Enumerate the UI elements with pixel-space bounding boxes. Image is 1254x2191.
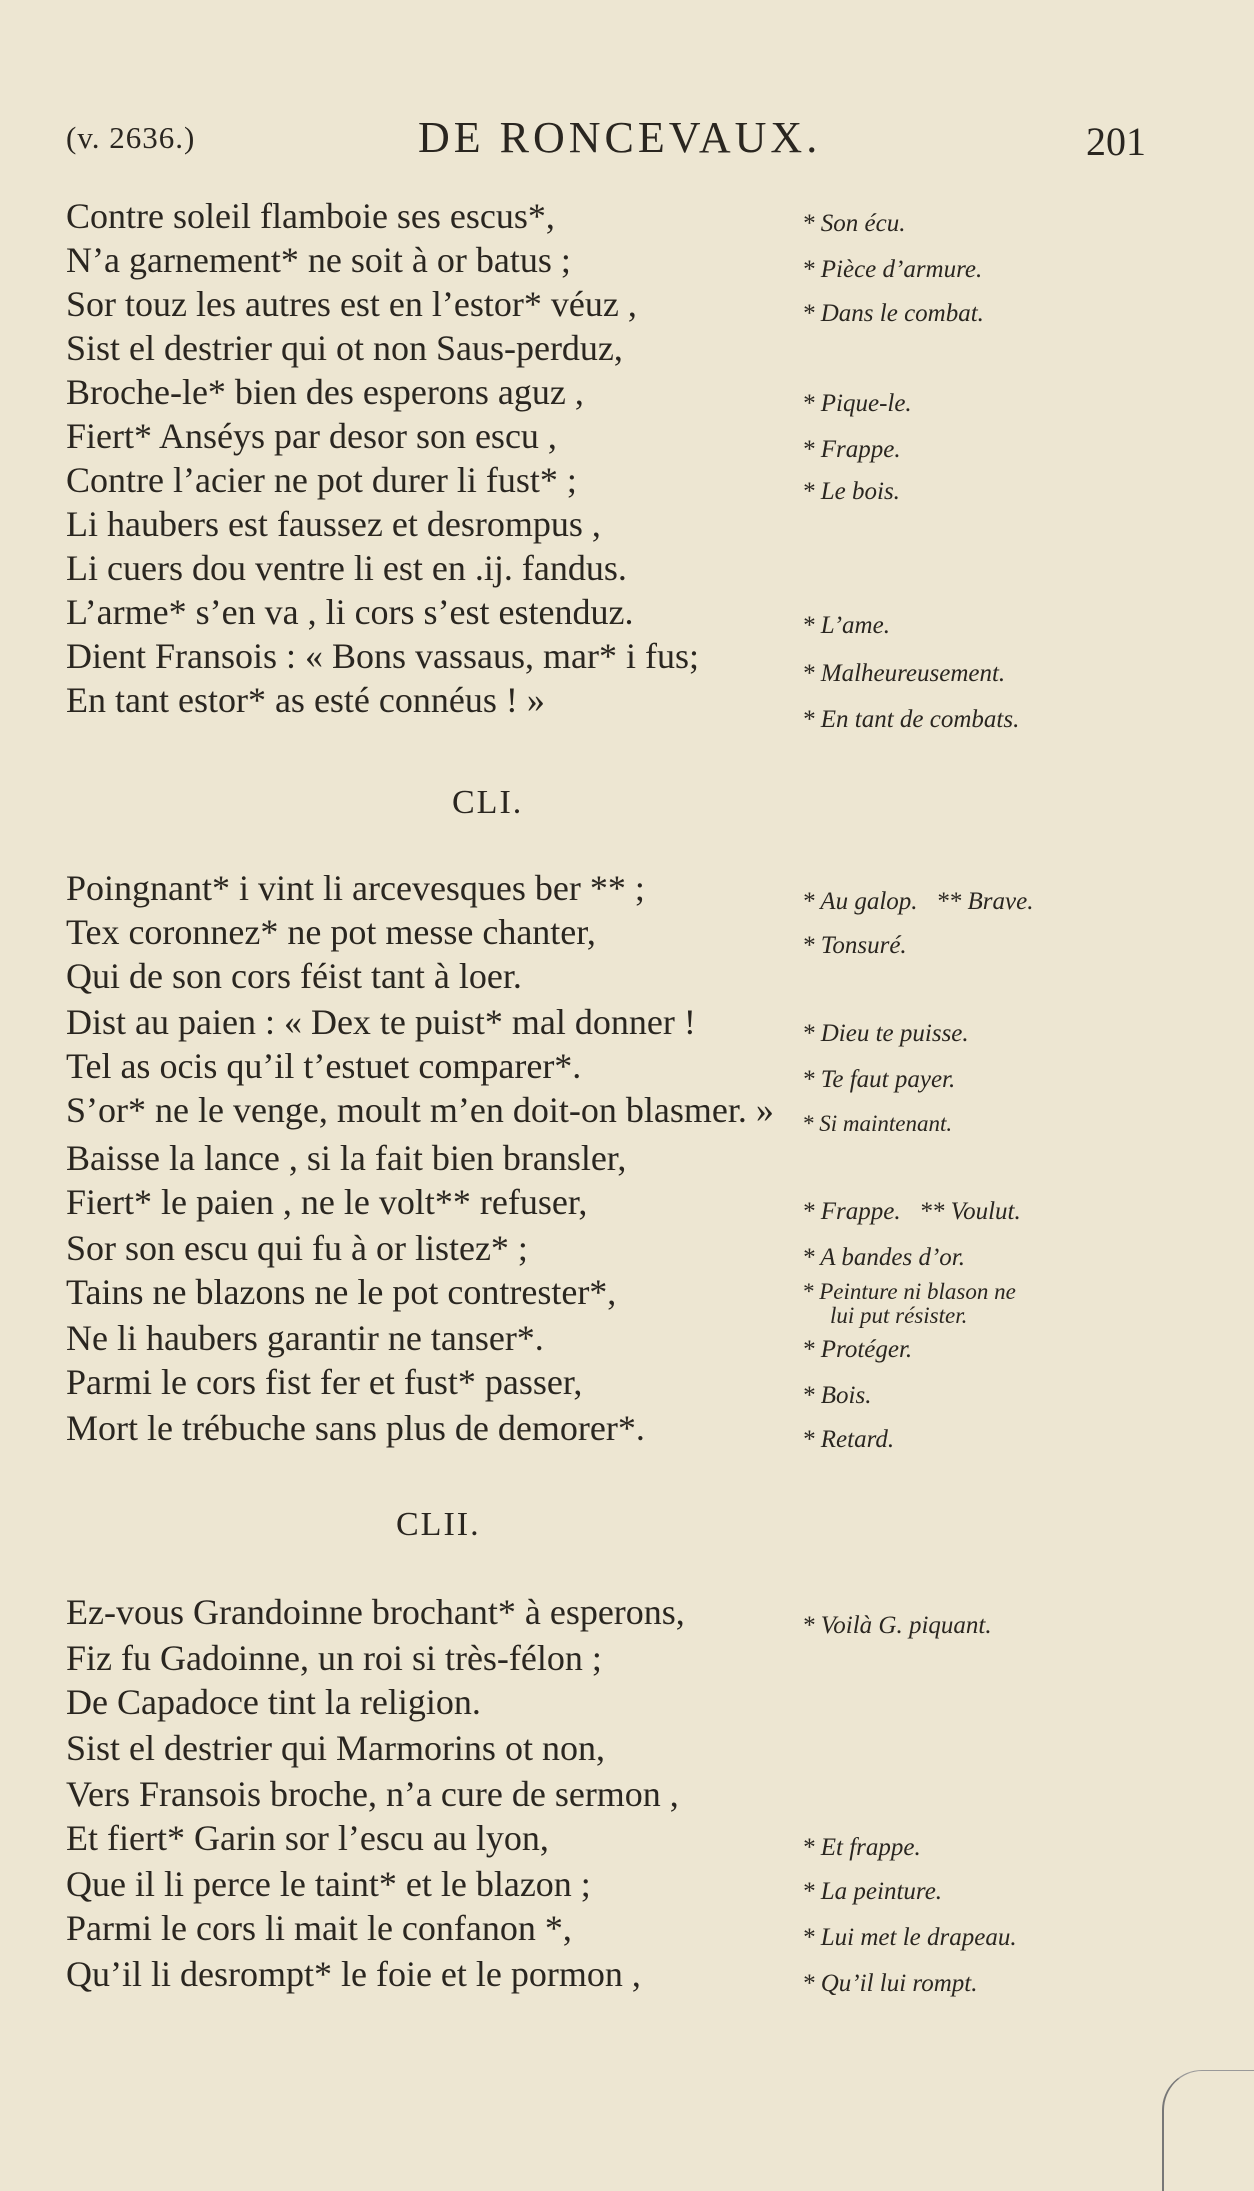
gloss-note: * Si maintenant. [802, 1111, 953, 1136]
verse-line: Qui de son cors féist tant à loer. [66, 956, 522, 996]
gloss-note: * L’ame. [802, 612, 890, 639]
verse-line: Contre soleil flamboie ses escus*, [66, 196, 555, 236]
verse-line: Li cuers dou ventre li est en .ij. fandus. [66, 548, 627, 588]
gloss-note: * Bois. [802, 1382, 872, 1409]
gloss-note: * Pique-le. [802, 390, 912, 417]
verse-line: Dient Fransois : « Bons vassaus, mar* i fus; [66, 636, 699, 676]
running-header [66, 112, 1146, 172]
gloss-note: * Retard. [802, 1426, 895, 1453]
verse-line: Sist el destrier qui Marmorins ot non, [66, 1728, 605, 1768]
gloss-note: * Et frappe. [802, 1834, 921, 1861]
gloss-note: * Te faut payer. [802, 1066, 956, 1093]
gloss-note: * Peinture ni blason ne [802, 1279, 1016, 1304]
verse-line: Sist el destrier qui ot non Saus-perduz, [66, 328, 623, 368]
verse-line: Parmi le cors li mait le confanon *, [66, 1908, 572, 1948]
verse-line: Fiert* Anséys par desor son escu , [66, 416, 557, 456]
gloss-note: * Dans le combat. [802, 300, 984, 327]
gloss-note: * Dieu te puisse. [802, 1020, 969, 1047]
stanza-heading: CLI. [452, 784, 524, 821]
gloss-note: lui put résister. [830, 1303, 968, 1328]
gloss-note: * A bandes d’or. [802, 1244, 965, 1271]
verse-line: Mort le trébuche sans plus de demorer*. [66, 1408, 645, 1448]
verse-line: Broche-le* bien des esperons aguz , [66, 372, 584, 412]
verse-line: Ez-vous Grandoinne brochant* à esperons, [66, 1592, 685, 1632]
gloss-note: * Au galop. ** Brave. [802, 888, 1034, 915]
verse-line: Tex coronnez* ne pot messe chanter, [66, 912, 596, 952]
verse-line: Et fiert* Garin sor l’escu au lyon, [66, 1818, 549, 1858]
verse-line: Fiz fu Gadoinne, un roi si très-félon ; [66, 1638, 602, 1678]
gloss-note: * Frappe. ** Voulut. [802, 1198, 1021, 1225]
gloss-note: * Son écu. [802, 210, 906, 237]
verse-line: Sor touz les autres est en l’estor* véuz , [66, 284, 637, 324]
gloss-note: * Protéger. [802, 1336, 913, 1363]
verse-line: Baisse la lance , si la fait bien bransler, [66, 1138, 627, 1178]
verse-line: Tel as ocis qu’il t’estuet comparer*. [66, 1046, 582, 1086]
verse-line: Tains ne blazons ne le pot contrester*, [66, 1272, 617, 1312]
gloss-note: * La peinture. [802, 1878, 943, 1905]
gloss-note: * Tonsuré. [802, 932, 907, 959]
verse-line: Li haubers est faussez et desrompus , [66, 504, 601, 544]
gloss-note: * Voilà G. piquant. [802, 1612, 992, 1639]
page-number: 201 [1086, 119, 1146, 164]
verse-line: Ne li haubers garantir ne tanser*. [66, 1318, 544, 1358]
verse-line: Sor son escu qui fu à or listez* ; [66, 1228, 528, 1268]
verse-line: L’arme* s’en va , li cors s’est estenduz. [66, 592, 634, 632]
verse-line: Dist au paien : « Dex te puist* mal donner ! [66, 1002, 696, 1042]
verse-line: Qu’il li desrompt* le foie et le pormon , [66, 1954, 641, 1994]
verse-line: Que il li perce le taint* et le blazon ; [66, 1864, 591, 1904]
gloss-note: * Qu’il lui rompt. [802, 1970, 978, 1997]
gloss-note: * En tant de combats. [802, 706, 1020, 733]
verse-line: Contre l’acier ne pot durer li fust* ; [66, 460, 577, 500]
verse-line: Poingnant* i vint li arcevesques ber ** ; [66, 868, 645, 908]
verse-line: S’or* ne le venge, moult m’en doit-on blasmer. » [66, 1090, 774, 1130]
verse-line: De Capadoce tint la religion. [66, 1682, 481, 1722]
verse-line: N’a garnement* ne soit à or batus ; [66, 240, 571, 280]
verse-reference: (v. 2636.) [66, 120, 196, 155]
gloss-note: * Lui met le drapeau. [802, 1924, 1017, 1951]
gloss-note: * Frappe. [802, 436, 901, 463]
stanza-heading: CLII. [396, 1506, 481, 1543]
verse-line: Parmi le cors fist fer et fust* passer, [66, 1362, 583, 1402]
verse-line: Vers Fransois broche, n’a cure de sermon , [66, 1774, 679, 1814]
verse-line: Fiert* le paien , ne le volt** refuser, [66, 1182, 588, 1222]
running-title: DE RONCEVAUX. [418, 113, 822, 162]
gloss-note: * Le bois. [802, 478, 900, 505]
verse-line: En tant estor* as esté connéus ! » [66, 680, 545, 720]
gloss-note: * Malheureusement. [802, 660, 1006, 687]
page-edge-mark [1162, 2070, 1254, 2191]
gloss-note: * Pièce d’armure. [802, 256, 983, 283]
